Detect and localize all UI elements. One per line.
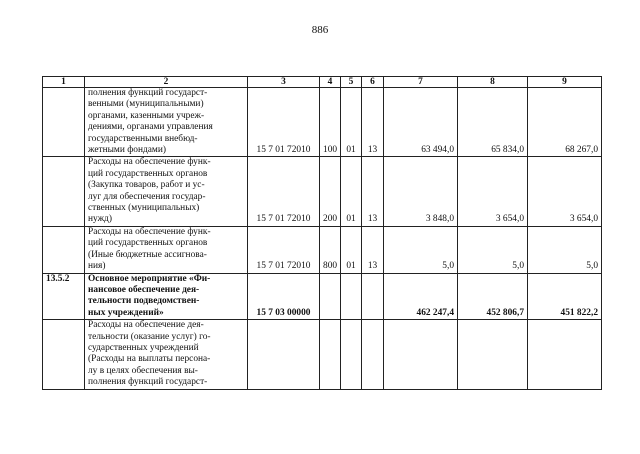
table-row (43, 273, 602, 320)
row-value-8: 452 806,7 (458, 273, 528, 320)
header-cell: 5 (341, 77, 362, 88)
row-value-7: 462 247,4 (384, 273, 458, 320)
row-col4 (320, 273, 341, 320)
row-value-7 (384, 320, 458, 389)
row-col6: 13 (362, 88, 384, 157)
row-col5 (341, 320, 362, 389)
row-col5 (341, 273, 362, 320)
row-col4 (320, 320, 341, 389)
row-code: 15 7 01 72010 (248, 157, 320, 226)
row-name (85, 320, 248, 389)
header-cell: 3 (248, 77, 320, 88)
header-cell: 8 (458, 77, 528, 88)
row-col6: 13 (362, 157, 384, 226)
row-value-9: 68 267,0 (528, 88, 602, 157)
row-name (85, 157, 248, 226)
row-value-9: 5,0 (528, 226, 602, 273)
table-row (43, 226, 602, 273)
row-col6 (362, 273, 384, 320)
header-cell: 2 (85, 77, 248, 88)
row-col4: 200 (320, 157, 341, 226)
row-number: 13.5.2 (43, 273, 85, 320)
header-cell: 4 (320, 77, 341, 88)
row-value-8: 5,0 (458, 226, 528, 273)
row-value-9: 3 654,0 (528, 157, 602, 226)
budget-table (42, 76, 602, 390)
row-value-7: 63 494,0 (384, 88, 458, 157)
row-col5: 01 (341, 88, 362, 157)
row-col4: 100 (320, 88, 341, 157)
row-name-text: Расходы на обеспечение функ- ций государственных органов (Закупка товаров, работ и ус- луг для обеспечения государ- ственных (муниципальных) нужд) (88, 157, 211, 225)
table-row (43, 157, 602, 226)
row-col4: 800 (320, 226, 341, 273)
header-cell: 1 (43, 77, 85, 88)
row-value-7: 3 848,0 (384, 157, 458, 226)
row-number (43, 157, 85, 226)
row-number (43, 320, 85, 389)
row-code: 15 7 03 00000 (248, 273, 320, 320)
row-name (85, 226, 248, 273)
table-row (43, 88, 602, 157)
row-name (85, 88, 248, 157)
page-number: 886 (311, 24, 329, 36)
header-cell: 7 (384, 77, 458, 88)
row-code (248, 320, 320, 389)
header-cell: 6 (362, 77, 384, 88)
row-number (43, 88, 85, 157)
row-name-text: Основное мероприятие «Фи- нансовое обеспечение дея- тельности подведомствен- ных учреждений» (88, 273, 211, 318)
row-name (85, 273, 248, 320)
row-value-9 (528, 320, 602, 389)
row-value-8: 65 834,0 (458, 88, 528, 157)
row-name-text: полнения функций государст- венными (муниципальными) органами, казенными учреж- дениями, органами управления государственными внебюд- жетными фондами) (88, 88, 213, 156)
row-col5: 01 (341, 157, 362, 226)
row-name-text: Расходы на обеспечение функ- ций государственных органов (Иные бюджетные ассигнова- ния) (88, 226, 211, 272)
row-value-9: 451 822,2 (528, 273, 602, 320)
row-value-7: 5,0 (384, 226, 458, 273)
row-code: 15 7 01 72010 (248, 226, 320, 273)
header-row (43, 77, 602, 88)
header-cell: 9 (528, 77, 602, 88)
row-code: 15 7 01 72010 (248, 88, 320, 157)
row-name-text: Расходы на обеспечение дея- тельности (оказание услуг) го- сударственных учреждений (Расходы на выплаты персона- лу в целях обеспечения вы- полнения функций государст- (88, 320, 211, 388)
row-value-8: 3 654,0 (458, 157, 528, 226)
row-col6: 13 (362, 226, 384, 273)
row-col6 (362, 320, 384, 389)
row-value-8 (458, 320, 528, 389)
table-row (43, 320, 602, 389)
row-col5: 01 (341, 226, 362, 273)
row-number (43, 226, 85, 273)
